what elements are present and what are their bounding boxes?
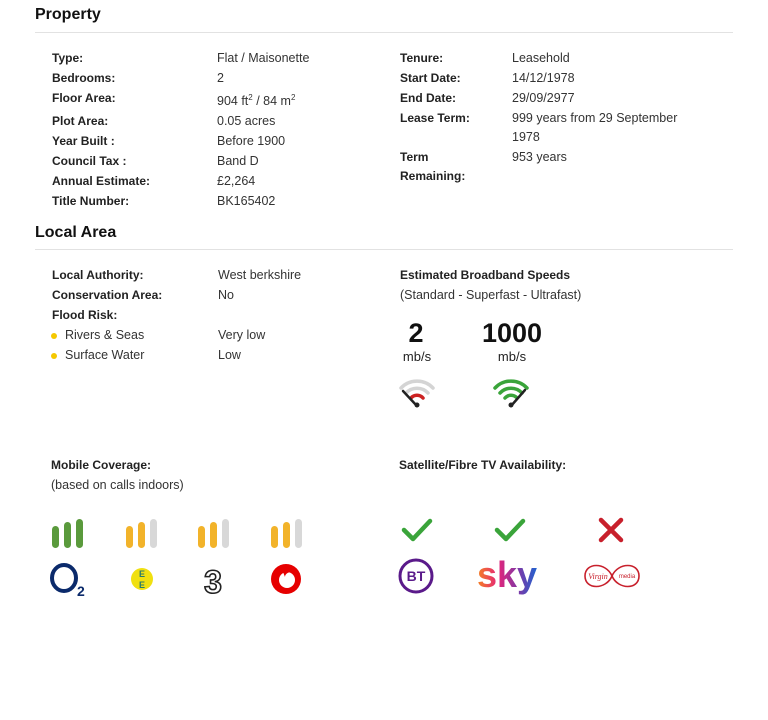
broadband-title: Estimated Broadband Speeds bbox=[400, 268, 571, 282]
local-area-section-title: Local Area bbox=[35, 224, 117, 241]
conservation-area-label: Conservation Area: bbox=[52, 288, 163, 302]
end-date-value: 29/09/2977 bbox=[512, 91, 575, 105]
speed-ultrafast-unit: mb/s bbox=[497, 349, 527, 364]
virgin-media-logo-text: media bbox=[618, 574, 636, 580]
flood-rivers-seas-value: Very low bbox=[218, 328, 266, 342]
tenure-value: Leasehold bbox=[512, 51, 570, 65]
three-logo bbox=[198, 562, 228, 598]
title-number-label: Title Number: bbox=[52, 194, 130, 208]
sky-logo bbox=[476, 554, 544, 596]
bt-logo-text: BT bbox=[406, 568, 426, 584]
virgin-media-logo bbox=[582, 558, 642, 594]
mobile-coverage-title: Mobile Coverage: bbox=[51, 458, 152, 472]
property-section-title: Property bbox=[35, 6, 101, 23]
conservation-area-value: No bbox=[218, 288, 234, 302]
term-remaining-value: 953 years bbox=[512, 150, 567, 164]
speed-standard-unit: mb/s bbox=[402, 349, 432, 364]
lease-term-value-line2: 1978 bbox=[512, 130, 540, 144]
term-remaining-label-line1: Term bbox=[400, 150, 429, 164]
bedrooms-label: Bedrooms: bbox=[52, 71, 116, 85]
broadband-subtitle: (Standard - Superfast - Ultrafast) bbox=[400, 288, 582, 302]
lease-term-value-line1: 999 years from 29 September bbox=[512, 111, 678, 125]
flood-rivers-seas-label: Rivers & Seas bbox=[65, 328, 145, 342]
type-label: Type: bbox=[52, 51, 84, 65]
bt-logo bbox=[398, 558, 436, 594]
flood-surface-water-label: Surface Water bbox=[65, 348, 145, 362]
speed-standard-value: 2 bbox=[408, 318, 424, 348]
floor-area-label: Floor Area: bbox=[52, 91, 116, 105]
title-number-value: BK165402 bbox=[217, 194, 276, 208]
flood-bullet-rivers bbox=[51, 333, 57, 339]
end-date-label: End Date: bbox=[400, 91, 457, 105]
virgin-logo-text: Virgin bbox=[588, 572, 608, 581]
sky-available-check-icon bbox=[494, 516, 526, 544]
ee-logo bbox=[127, 560, 157, 598]
svg-text:2: 2 bbox=[77, 583, 85, 598]
vodafone-logo bbox=[270, 563, 302, 595]
start-date-label: Start Date: bbox=[400, 71, 461, 85]
annual-estimate-value: £2,264 bbox=[217, 174, 256, 188]
mobile-coverage-subtitle: (based on calls indoors) bbox=[51, 478, 184, 492]
bedrooms-value: 2 bbox=[217, 71, 224, 85]
wifi-full-icon bbox=[492, 376, 530, 408]
three-signal-bars-icon bbox=[197, 518, 231, 548]
speed-ultrafast-value: 1000 bbox=[481, 318, 543, 348]
wifi-low-icon bbox=[398, 376, 436, 408]
svg-text:3: 3 bbox=[204, 564, 222, 598]
flood-bullet-surface bbox=[51, 353, 57, 359]
o2-logo bbox=[49, 560, 89, 598]
sky-logo-text: sky bbox=[477, 554, 538, 595]
tv-availability-title: Satellite/Fibre TV Availability: bbox=[399, 458, 567, 472]
year-built-value: Before 1900 bbox=[217, 134, 286, 148]
year-built-label: Year Built : bbox=[52, 134, 115, 148]
local-authority-value: West berkshire bbox=[218, 268, 302, 282]
council-tax-value: Band D bbox=[217, 154, 259, 168]
start-date-value: 14/12/1978 bbox=[512, 71, 575, 85]
vodafone-signal-bars-icon bbox=[270, 518, 304, 548]
flood-risk-label: Flood Risk: bbox=[52, 308, 118, 322]
tenure-label: Tenure: bbox=[400, 51, 444, 65]
property-divider bbox=[35, 32, 733, 33]
bt-available-check-icon bbox=[401, 516, 433, 544]
svg-text:E: E bbox=[138, 580, 146, 590]
ee-signal-bars-icon bbox=[125, 518, 159, 548]
flood-surface-water-value: Low bbox=[218, 348, 241, 362]
plot-area-label: Plot Area: bbox=[52, 114, 109, 128]
local-authority-label: Local Authority: bbox=[52, 268, 144, 282]
annual-estimate-label: Annual Estimate: bbox=[52, 174, 151, 188]
lease-term-label: Lease Term: bbox=[400, 111, 470, 125]
virgin-unavailable-cross-icon bbox=[597, 516, 625, 544]
floor-area-value: 904 $ft^2 / 84$ $m^2$ bbox=[217, 93, 296, 108]
term-remaining-label-line2: Remaining: bbox=[400, 169, 466, 183]
local-area-divider bbox=[35, 249, 733, 250]
plot-area-value: 0.05 acres bbox=[217, 114, 276, 128]
svg-text:E: E bbox=[138, 569, 146, 579]
type-value: Flat / Maisonette bbox=[217, 51, 310, 65]
o2-signal-bars-icon bbox=[51, 518, 85, 548]
council-tax-label: Council Tax : bbox=[52, 154, 127, 168]
